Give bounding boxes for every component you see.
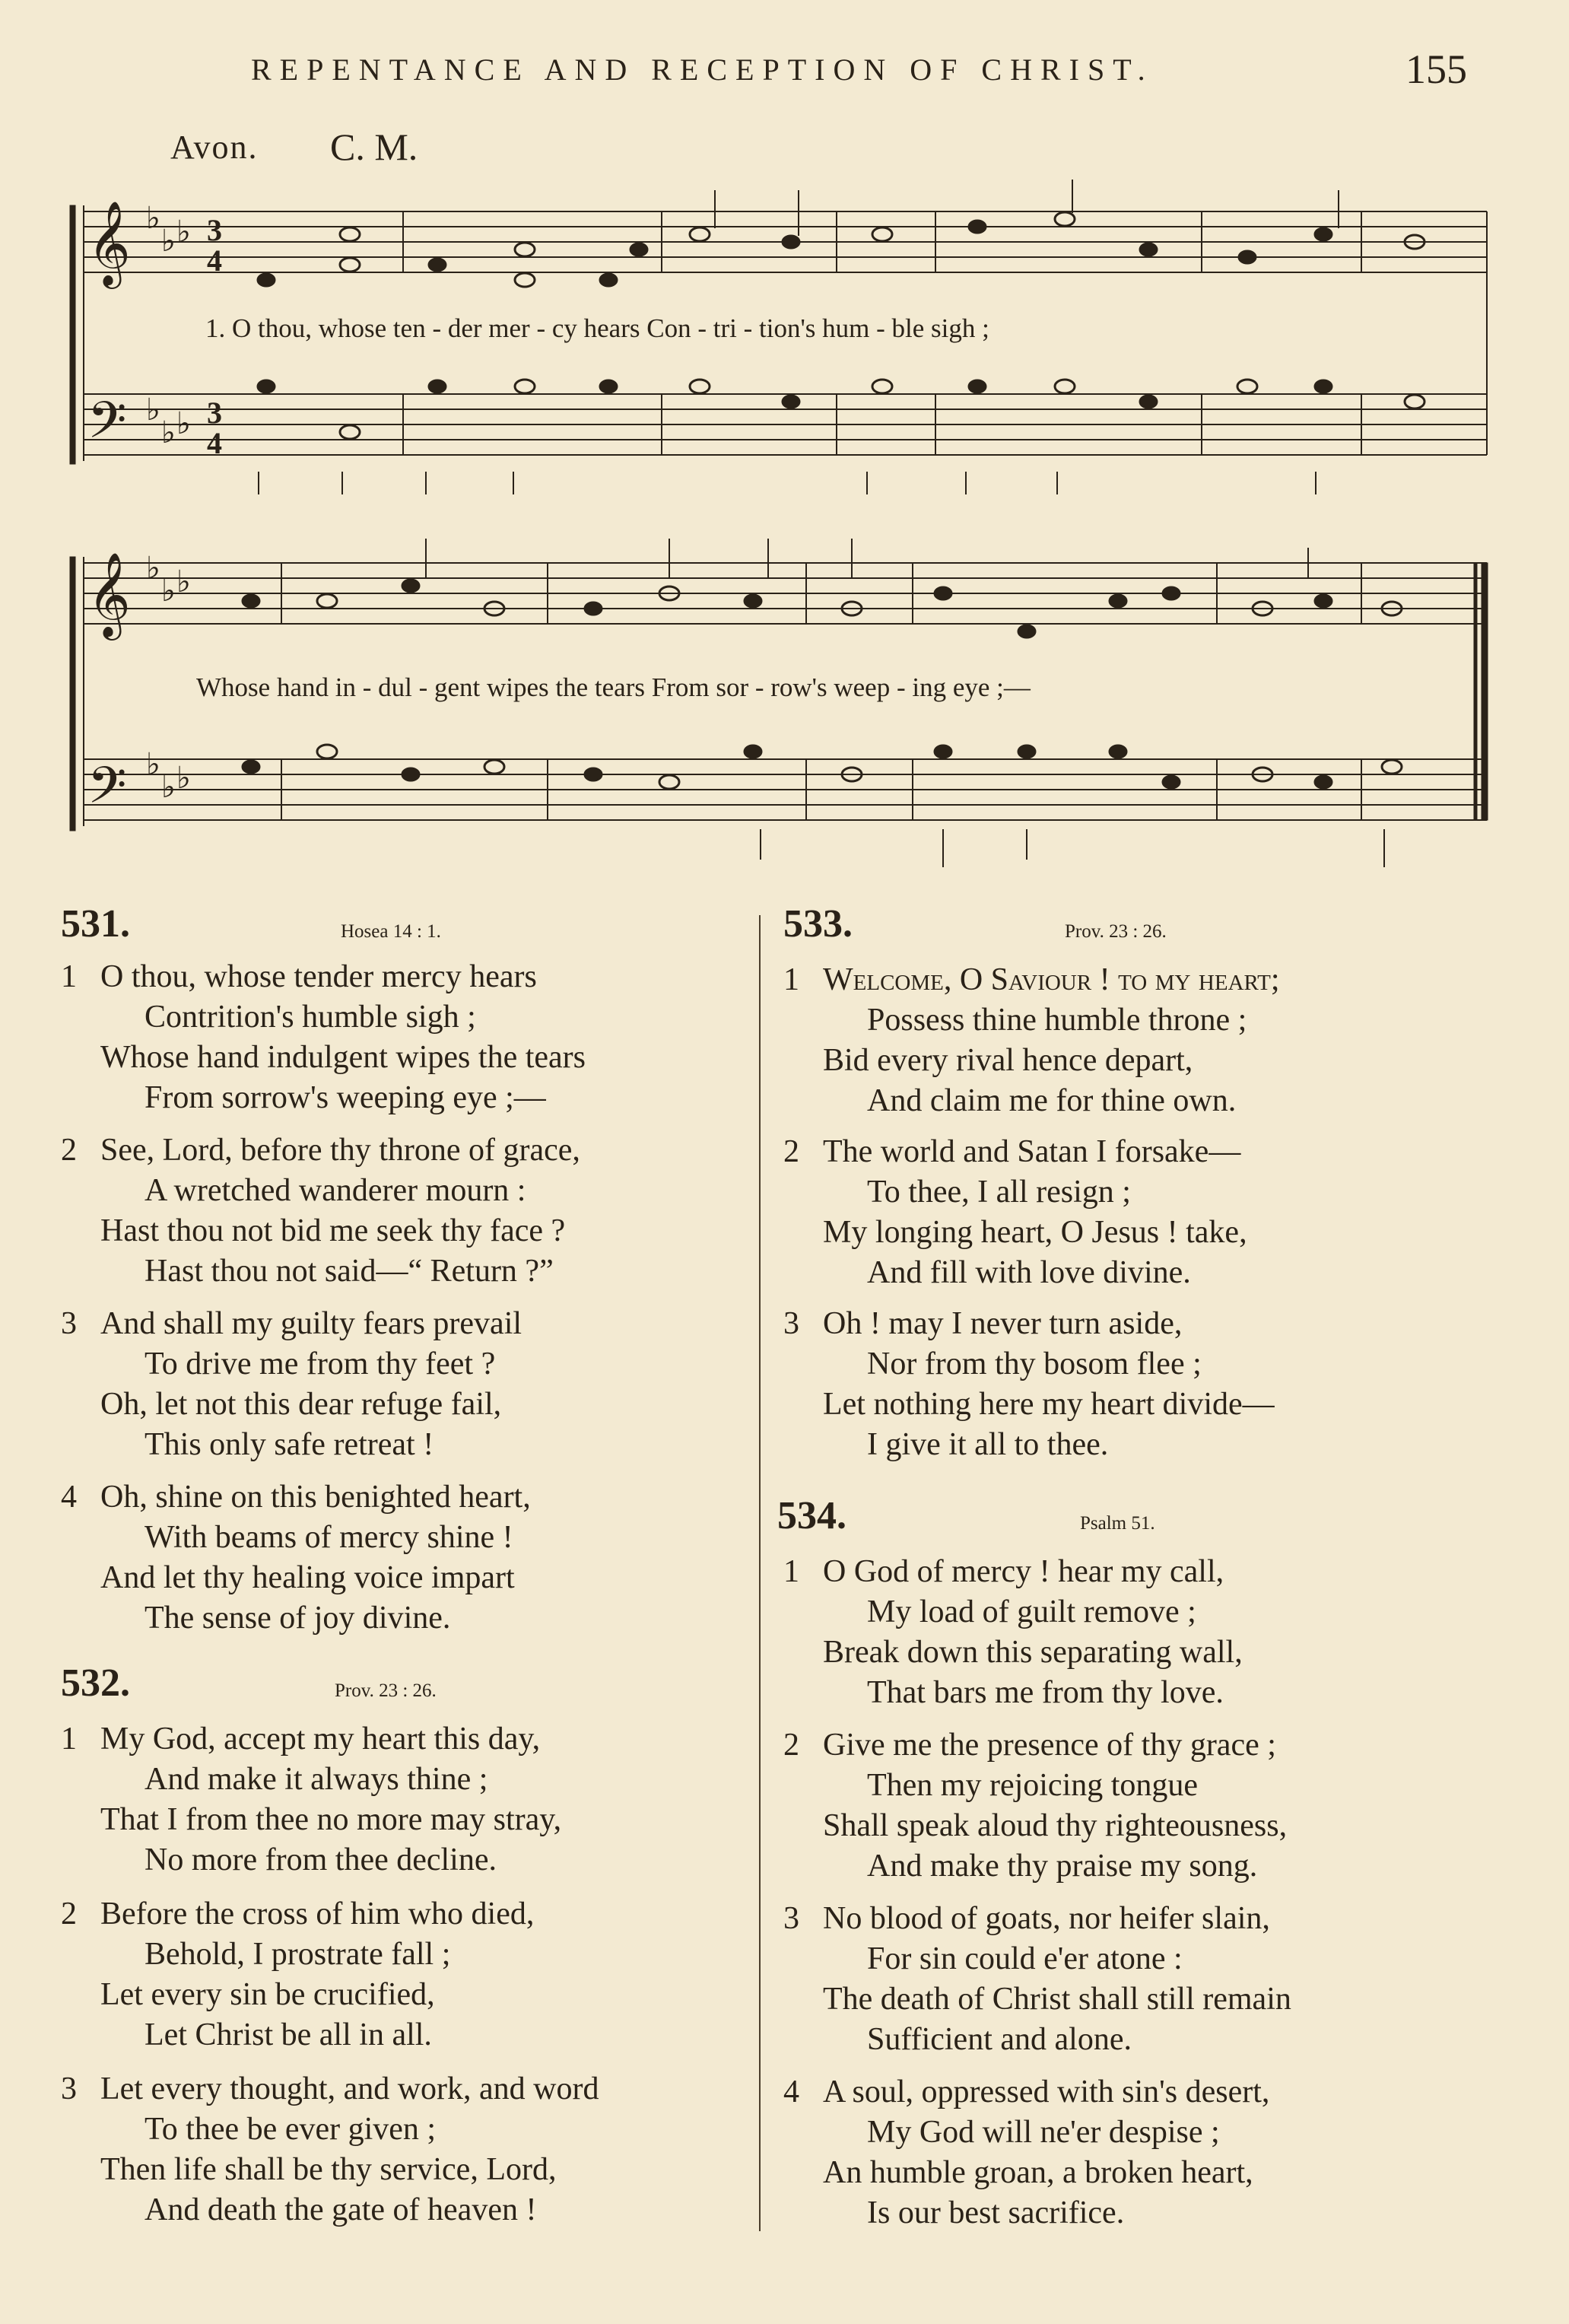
svg-text:♭: ♭	[146, 201, 160, 236]
svg-text:3: 3	[207, 213, 222, 247]
stanza-number: 1	[61, 959, 77, 994]
stanza-number: 2	[61, 1896, 77, 1931]
svg-text:♭: ♭	[176, 215, 191, 250]
svg-text:♭: ♭	[161, 415, 176, 450]
verse-line: Bid every rival hence depart,	[823, 1043, 1193, 1078]
stanza	[61, 1894, 745, 2055]
hymn-number: 534.	[777, 1494, 846, 1537]
verse-line: O thou, whose tender mercy hears	[100, 959, 537, 994]
svg-text:4: 4	[207, 243, 222, 278]
stanza-number: 3	[783, 1901, 799, 1936]
lyrics-system-1: 1. O thou, whose ten - der mer - cy hears Con - tri - tion's hum - ble sigh ;	[205, 313, 989, 343]
verse-line: Contrition's humble sigh ;	[145, 1000, 476, 1035]
music-score	[0, 0, 1569, 913]
stanza	[783, 1725, 1544, 1887]
stanza-number: 3	[783, 1306, 799, 1341]
verse-line: A wretched wanderer mourn :	[145, 1173, 526, 1208]
verse-line: And make thy praise my song.	[867, 1849, 1258, 1884]
stanza	[783, 2072, 1544, 2233]
verse-line: O God of mercy ! hear my call,	[823, 1554, 1224, 1589]
verse-line: Oh, let not this dear refuge fail,	[100, 1387, 502, 1422]
svg-text:♭: ♭	[161, 770, 176, 805]
verse-line: Hast thou not bid me seek thy face ?	[100, 1213, 566, 1248]
verse-line: Let nothing here my heart divide—	[823, 1387, 1275, 1422]
stanza	[61, 1304, 745, 1465]
verse-line: And shall my guilty fears prevail	[100, 1306, 522, 1341]
svg-text:4: 4	[207, 426, 222, 460]
stanza	[61, 2069, 745, 2230]
svg-text:♭: ♭	[146, 747, 160, 782]
stanza	[783, 1899, 1544, 2060]
verse-line: Is our best sacrifice.	[867, 2195, 1125, 2230]
verse-line: Behold, I prostrate fall ;	[145, 1937, 451, 1972]
verse-line: I give it all to thee.	[867, 1427, 1109, 1462]
stanza	[61, 1719, 745, 1881]
verse-line: Sufficient and alone.	[867, 2022, 1132, 2057]
svg-text:♭: ♭	[161, 574, 176, 609]
verse-line: And claim me for thine own.	[867, 1083, 1237, 1118]
verse-line: See, Lord, before thy throne of grace,	[100, 1133, 580, 1168]
hymn-number: 533.	[783, 902, 853, 946]
verse-line: My longing heart, O Jesus ! take,	[823, 1215, 1247, 1250]
verse-line: And death the gate of heaven !	[145, 2192, 537, 2227]
verse-line: My God will ne'er despise ;	[867, 2115, 1220, 2150]
verse-line: Welcome, O Saviour ! to my heart;	[823, 962, 1280, 997]
treble-clef-icon: 𝄞	[87, 200, 131, 285]
staff-lines	[84, 211, 1487, 820]
svg-text:♭: ♭	[161, 224, 176, 259]
stanza-number: 3	[61, 2071, 77, 2106]
verse-line: And let thy healing voice impart	[100, 1560, 515, 1595]
verse-line: Before the cross of him who died,	[100, 1896, 535, 1931]
verse-line: Then life shall be thy service, Lord,	[100, 2152, 557, 2187]
bass-clef-icon: 𝄢	[87, 391, 127, 462]
running-title: REPENTANCE AND RECEPTION OF CHRIST.	[251, 52, 1154, 87]
verse-line: A soul, oppressed with sin's desert,	[823, 2074, 1270, 2109]
lyrics-system-2: Whose hand in - dul - gent wipes the tears From sor - row's weep - ing eye ;—	[196, 672, 1031, 702]
svg-text:♭: ♭	[176, 564, 191, 599]
svg-text:3: 3	[207, 396, 222, 430]
verse-line: And fill with love divine.	[867, 1255, 1191, 1290]
stanza-number: 4	[783, 2074, 799, 2109]
svg-text:♭: ♭	[176, 406, 191, 441]
tune-name: Avon.	[170, 129, 259, 166]
key-signature	[146, 201, 191, 805]
verse-line: Give me the presence of thy grace ;	[823, 1728, 1276, 1763]
svg-text:♭: ♭	[176, 761, 191, 796]
system-brackets	[70, 205, 1488, 831]
hymn-scripture-ref: Prov. 23 : 26.	[335, 1680, 437, 1701]
stanza	[61, 1477, 745, 1639]
verse-line: Oh, shine on this benighted heart,	[100, 1480, 531, 1515]
stanza-number: 2	[61, 1133, 77, 1168]
hymn-scripture-ref: Psalm 51.	[1080, 1513, 1155, 1534]
verse-line: My load of guilt remove ;	[867, 1594, 1196, 1629]
verse-line: Let every sin be crucified,	[100, 1977, 435, 2012]
verse-line: Let every thought, and work, and word	[100, 2071, 599, 2106]
verse-line: Nor from thy bosom flee ;	[867, 1346, 1202, 1381]
verse-line: Shall speak aloud thy righteousness,	[823, 1808, 1288, 1843]
note-stems	[259, 180, 1384, 867]
verse-line: From sorrow's weeping eye ;—	[145, 1080, 546, 1115]
stanza-number: 4	[61, 1480, 77, 1515]
verse-line: The sense of joy divine.	[145, 1601, 451, 1636]
stanza-number: 1	[783, 1554, 799, 1589]
stanza-number: 1	[61, 1722, 77, 1757]
stanza-number: 2	[783, 1728, 799, 1763]
verse-line: That I from thee no more may stray,	[100, 1802, 562, 1837]
verse-line: Possess thine humble throne ;	[867, 1003, 1247, 1038]
hymn-number: 531.	[61, 902, 130, 946]
bar-lines	[281, 211, 1361, 820]
stanza	[783, 1132, 1544, 1293]
verse-line: This only safe retreat !	[145, 1427, 434, 1462]
verse-line: No blood of goats, nor heifer slain,	[823, 1901, 1270, 1936]
hymn-scripture-ref: Prov. 23 : 26.	[1065, 921, 1167, 942]
stanza	[61, 957, 745, 1118]
verse-line: Hast thou not said—“ Return ?”	[145, 1254, 554, 1289]
verse-line: An humble groan, a broken heart,	[823, 2155, 1253, 2190]
verse-line: To thee, I all resign ;	[867, 1175, 1131, 1210]
verse-line: To drive me from thy feet ?	[145, 1346, 496, 1381]
verse-line: The world and Satan I forsake—	[823, 1134, 1241, 1169]
bass-clef-icon: 𝄢	[87, 756, 127, 827]
verse-line: My God, accept my heart this day,	[100, 1722, 541, 1757]
stanza	[783, 1552, 1544, 1713]
tune-meter: C. M.	[330, 126, 418, 168]
verse-line: With beams of mercy shine !	[145, 1520, 513, 1555]
page-number: 155	[1405, 46, 1467, 92]
column-divider	[759, 915, 761, 2231]
verse-line: Oh ! may I never turn aside,	[823, 1306, 1183, 1341]
svg-text:♭: ♭	[146, 393, 160, 428]
stanza	[61, 1130, 745, 1292]
svg-text:♭: ♭	[146, 551, 160, 586]
verse-line: No more from thee decline.	[145, 1842, 497, 1877]
verse-line: For sin could e'er atone :	[867, 1941, 1183, 1976]
verse-line: That bars me from thy love.	[867, 1675, 1224, 1710]
stanza	[783, 960, 1544, 1121]
stanza	[783, 1304, 1544, 1465]
hymn-number: 532.	[61, 1661, 130, 1705]
verse-line: Then my rejoicing tongue	[867, 1768, 1199, 1803]
verse-line: Let Christ be all in all.	[145, 2017, 432, 2052]
hymn-scripture-ref: Hosea 14 : 1.	[341, 921, 441, 942]
treble-clef-icon: 𝄞	[87, 552, 131, 637]
stanza-number: 2	[783, 1134, 799, 1169]
verse-line: To thee be ever given ;	[145, 2112, 437, 2147]
verse-line: And make it always thine ;	[145, 1762, 488, 1797]
verse-line: Break down this separating wall,	[823, 1635, 1243, 1670]
stanza-number: 3	[61, 1306, 77, 1341]
verse-line: Whose hand indulgent wipes the tears	[100, 1040, 586, 1075]
stanza-number: 1	[783, 962, 799, 997]
verse-line: The death of Christ shall still remain	[823, 1982, 1291, 2017]
